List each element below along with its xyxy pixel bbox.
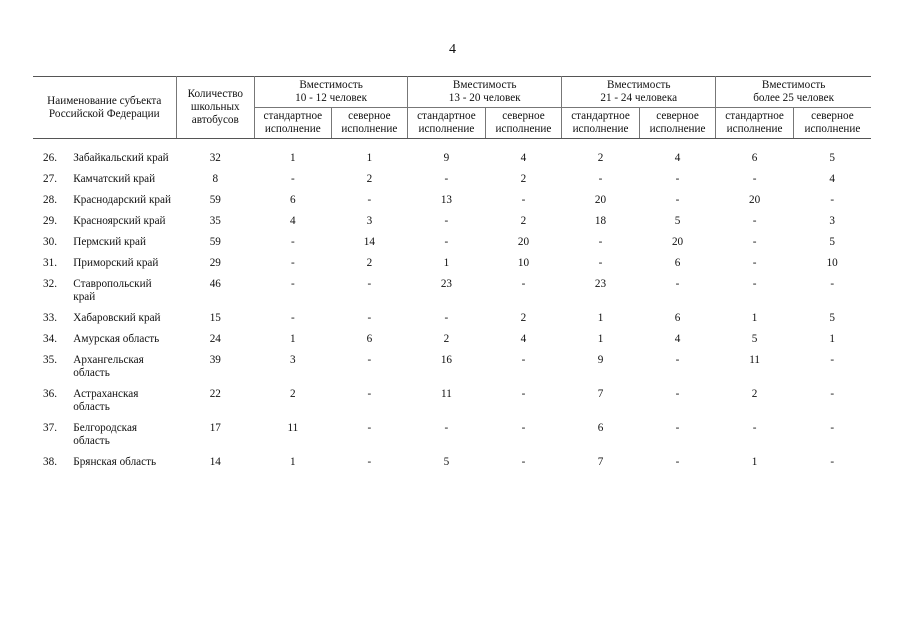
capacity-value: 2 [366, 257, 373, 269]
capacity-value: 18 [594, 215, 607, 227]
capacity-group-header: Вместимость 21 - 24 человека [562, 77, 716, 108]
table-header [33, 77, 871, 139]
row-number: 33. [43, 312, 57, 324]
capacity-value: 5 [829, 312, 835, 324]
capacity-value: 4 [520, 152, 527, 164]
capacity-value: - [290, 236, 295, 248]
capacity-value: - [444, 173, 449, 185]
capacity-value: - [367, 354, 372, 366]
capacity-value: - [752, 215, 757, 227]
standard-version-header: стандартное исполнение [716, 108, 794, 139]
capacity-value: - [675, 278, 680, 290]
table-row [33, 214, 871, 235]
capacity-value: - [367, 456, 372, 468]
bus-count: 39 [209, 354, 221, 366]
capacity-value: - [290, 312, 295, 324]
capacity-value: 1 [366, 152, 373, 164]
capacity-value: 1 [290, 152, 296, 164]
capacity-value: 2 [290, 388, 296, 400]
row-number: 34. [43, 333, 57, 345]
table-row [33, 421, 871, 455]
table-row [33, 193, 871, 214]
capacity-value: 7 [597, 456, 604, 468]
capacity-value: 1 [597, 312, 604, 324]
region-name: Хабаровский край [73, 312, 161, 324]
bus-count: 59 [209, 236, 221, 248]
capacity-value: 1 [290, 456, 296, 468]
capacity-value: - [752, 278, 757, 290]
capacity-value: 1 [751, 312, 758, 324]
capacity-value: 6 [751, 152, 758, 164]
capacity-value: 20 [671, 236, 684, 248]
school-buses-table [33, 76, 871, 476]
capacity-value: 1 [290, 333, 296, 345]
capacity-value: 23 [440, 278, 452, 290]
row-number: 35. [43, 354, 57, 366]
row-number: 32. [43, 278, 57, 290]
region-name: Краснодарский край [73, 194, 171, 206]
capacity-value: 16 [440, 354, 452, 366]
capacity-value: 5 [443, 456, 450, 468]
bus-count: 17 [209, 422, 221, 434]
standard-version-header: стандартное исполнение [408, 108, 486, 139]
region-name: Архангельская область [73, 354, 144, 379]
capacity-value: - [367, 388, 372, 400]
capacity-value: 1 [751, 456, 758, 468]
capacity-value: - [521, 388, 526, 400]
capacity-value: - [752, 236, 757, 248]
standard-version-header: стандартное исполнение [562, 108, 640, 139]
capacity-value: 1 [829, 333, 835, 345]
standard-version-header: стандартное исполнение [255, 108, 332, 139]
capacity-value: 2 [751, 388, 758, 400]
capacity-value: 10 [517, 257, 530, 269]
table-row [33, 151, 871, 172]
bus-count: 22 [209, 388, 221, 400]
bus-count: 15 [209, 312, 221, 324]
bus-count-column-header: Количество школьных автобусов [176, 77, 255, 139]
capacity-value: 5 [829, 236, 835, 248]
capacity-value: 2 [443, 333, 450, 345]
capacity-group-header: Вместимость 13 - 20 человек [408, 77, 562, 108]
capacity-value: - [830, 354, 835, 366]
capacity-value: 5 [674, 215, 681, 227]
capacity-value: 4 [520, 333, 527, 345]
capacity-value: 2 [520, 173, 527, 185]
capacity-value: 13 [440, 194, 452, 206]
capacity-value: - [290, 278, 295, 290]
bus-count: 24 [209, 333, 221, 345]
row-number: 27. [43, 173, 57, 185]
north-version-header: северное исполнение [639, 108, 716, 139]
capacity-value: 9 [597, 354, 604, 366]
capacity-value: 3 [366, 215, 373, 227]
row-number: 36. [43, 388, 57, 400]
region-column-header: Наименование субъекта Российской Федерации [33, 77, 176, 139]
table-row [33, 235, 871, 256]
capacity-value: 3 [829, 215, 835, 227]
table-body [33, 139, 871, 477]
capacity-value: 2 [520, 215, 527, 227]
capacity-value: - [675, 456, 680, 468]
capacity-value: 3 [290, 354, 296, 366]
capacity-value: 20 [748, 194, 761, 206]
capacity-value: - [521, 422, 526, 434]
capacity-value: - [290, 257, 295, 269]
table-row [33, 455, 871, 476]
region-name: Приморский край [73, 257, 159, 269]
region-name: Амурская область [73, 333, 160, 345]
bus-count: 46 [209, 278, 221, 290]
capacity-value: 7 [597, 388, 604, 400]
capacity-value: - [830, 278, 835, 290]
capacity-value: - [367, 312, 372, 324]
capacity-value: 6 [366, 333, 373, 345]
table-row [33, 332, 871, 353]
capacity-value: - [444, 312, 449, 324]
capacity-value: - [752, 173, 757, 185]
capacity-value: - [675, 173, 680, 185]
capacity-group-header: Вместимость 10 - 12 человек [255, 77, 408, 108]
capacity-value: 2 [597, 152, 604, 164]
capacity-value: 20 [517, 236, 530, 248]
table-row [33, 172, 871, 193]
capacity-value: - [521, 194, 526, 206]
capacity-value: - [675, 422, 680, 434]
capacity-value: - [830, 194, 835, 206]
row-number: 37. [43, 422, 57, 434]
capacity-value: - [367, 278, 372, 290]
bus-count: 14 [209, 456, 221, 468]
row-number: 28. [43, 194, 57, 206]
capacity-value: 4 [674, 333, 681, 345]
capacity-value: - [675, 354, 680, 366]
table-row [33, 256, 871, 277]
capacity-value: - [367, 194, 372, 206]
capacity-group-header: Вместимость более 25 человек [716, 77, 871, 108]
capacity-value: 23 [594, 278, 607, 290]
capacity-value: - [752, 422, 757, 434]
bus-count: 29 [209, 257, 221, 269]
capacity-value: 4 [829, 173, 835, 185]
capacity-value: - [830, 388, 835, 400]
row-number: 29. [43, 215, 57, 227]
row-number: 26. [43, 152, 57, 164]
north-version-header: северное исполнение [331, 108, 408, 139]
capacity-value: - [598, 236, 603, 248]
bus-count: 32 [209, 152, 221, 164]
north-version-header: северное исполнение [793, 108, 871, 139]
row-number: 30. [43, 236, 57, 248]
capacity-value: 5 [829, 152, 835, 164]
table-row [33, 311, 871, 332]
region-name: Камчатский край [73, 173, 156, 185]
north-version-header: северное исполнение [485, 108, 562, 139]
capacity-value: - [444, 215, 449, 227]
capacity-value: 6 [674, 312, 681, 324]
capacity-value: 11 [749, 354, 760, 366]
capacity-value: - [598, 257, 603, 269]
table-row [33, 353, 871, 387]
capacity-value: - [444, 422, 449, 434]
capacity-value: 20 [594, 194, 607, 206]
capacity-value: 4 [290, 215, 296, 227]
capacity-value: - [675, 388, 680, 400]
capacity-value: - [830, 456, 835, 468]
bus-count: 8 [212, 173, 219, 185]
region-name: Пермский край [73, 236, 146, 248]
row-number: 31. [43, 257, 57, 269]
capacity-value: 1 [597, 333, 604, 345]
capacity-value: 6 [597, 422, 604, 434]
region-name: Астраханская область [73, 388, 139, 413]
capacity-value: 6 [290, 194, 296, 206]
table-row [33, 277, 871, 311]
table-row [33, 387, 871, 421]
capacity-value: - [367, 422, 372, 434]
capacity-value: 4 [674, 152, 681, 164]
capacity-value: - [444, 236, 449, 248]
capacity-value: 14 [363, 236, 375, 248]
capacity-value: 9 [443, 152, 450, 164]
capacity-value: 6 [674, 257, 681, 269]
capacity-value: - [521, 456, 526, 468]
capacity-value: 1 [443, 257, 450, 269]
capacity-value: 11 [441, 388, 452, 400]
region-name: Белгородская область [73, 422, 138, 447]
row-number: 38. [43, 456, 57, 468]
region-name: Забайкальский край [73, 152, 169, 164]
capacity-value: - [752, 257, 757, 269]
bus-count: 59 [209, 194, 221, 206]
capacity-value: - [598, 173, 603, 185]
capacity-value: 10 [826, 257, 838, 269]
capacity-value: - [521, 278, 526, 290]
capacity-value: 11 [287, 422, 299, 434]
capacity-value: 5 [751, 333, 758, 345]
capacity-value: - [290, 173, 295, 185]
capacity-value: 2 [520, 312, 527, 324]
capacity-value: - [675, 194, 680, 206]
capacity-value: 2 [366, 173, 373, 185]
buses-table-container [33, 76, 871, 476]
region-name: Красноярский край [73, 215, 166, 227]
capacity-value: - [521, 354, 526, 366]
capacity-value: - [830, 422, 835, 434]
region-name: Ставропольский край [73, 278, 152, 303]
bus-count: 35 [209, 215, 221, 227]
page-number: 4 [449, 42, 456, 57]
region-name: Брянская область [73, 456, 157, 468]
